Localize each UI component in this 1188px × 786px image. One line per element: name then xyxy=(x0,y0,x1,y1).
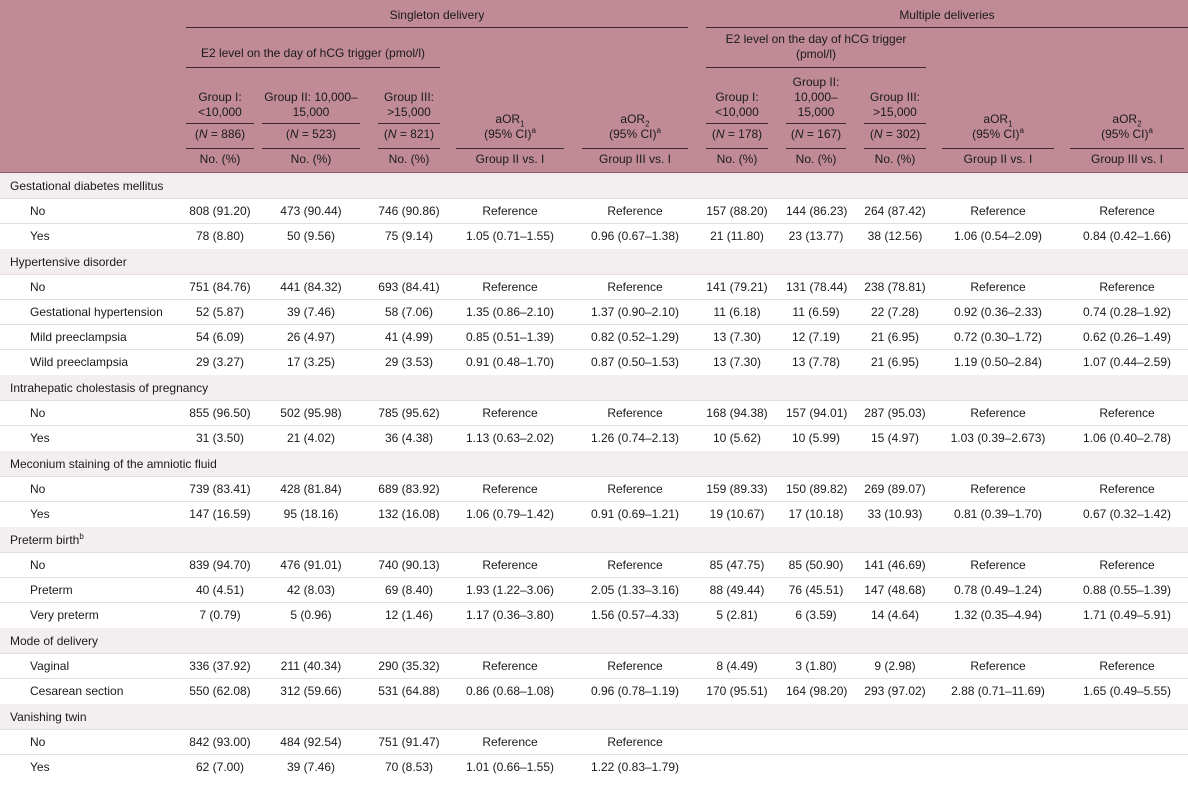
table-cell: 785 (95.62) xyxy=(378,406,440,420)
table-cell: Reference xyxy=(970,659,1026,673)
singleton-group-2-line-2: 15,000 xyxy=(292,105,330,119)
table-cell: 147 (48.68) xyxy=(864,583,926,597)
table-cell: 1.06 (0.54–2.09) xyxy=(953,229,1043,243)
table-cell: 693 (84.41) xyxy=(378,280,440,294)
table-cell: 78 (8.80) xyxy=(195,229,245,243)
multiple-group-2-line-2: 10,000– xyxy=(794,90,838,104)
table-cell: 131 (78.44) xyxy=(786,280,848,294)
table-cell: 54 (6.09) xyxy=(195,330,245,344)
multiple-col-6-subdivider xyxy=(706,148,768,149)
table-cell: Reference xyxy=(1099,558,1155,572)
row-label: No xyxy=(30,406,46,420)
table-cell: 0.84 (0.42–1.66) xyxy=(1082,229,1172,243)
table-cell: 550 (62.08) xyxy=(189,684,251,698)
section-heading xyxy=(0,375,1188,401)
table-row xyxy=(0,502,1188,527)
table-cell: 211 (40.34) xyxy=(280,659,342,673)
table-cell: 842 (93.00) xyxy=(189,735,251,749)
table-cell: 39 (7.46) xyxy=(286,305,336,319)
section-heading xyxy=(0,704,1188,730)
multiple-group-2-divider xyxy=(786,123,846,124)
table-cell: 6 (3.59) xyxy=(795,608,837,622)
singleton-divider xyxy=(186,27,688,28)
singleton-col-4-subheading: Group II vs. I xyxy=(475,152,545,166)
table-cell: 0.67 (0.32–1.42) xyxy=(1082,507,1172,521)
table-cell: 12 (1.46) xyxy=(384,608,434,622)
table-cell: 502 (95.98) xyxy=(280,406,342,420)
table-cell: 8 (4.49) xyxy=(716,659,758,673)
multiple-group-2-line-3: 15,000 xyxy=(797,105,835,119)
section-title: Gestational diabetes mellitus xyxy=(10,179,164,193)
table-cell: 1.32 (0.35–4.94) xyxy=(953,608,1043,622)
table-cell: 36 (4.38) xyxy=(384,431,434,445)
singleton-aor1-heading: aOR$_1$ (95% CI)$^a$ xyxy=(484,112,536,141)
table-row xyxy=(0,224,1188,249)
row-label: Preterm xyxy=(30,583,73,597)
row-label: Yes xyxy=(30,760,50,774)
row-label: No xyxy=(30,204,46,218)
table-row xyxy=(0,401,1188,426)
table-cell: 164 (98.20) xyxy=(786,684,848,698)
table-cell: 150 (89.82) xyxy=(786,482,848,496)
row-label: Yes xyxy=(30,431,50,445)
table-cell: 473 (90.44) xyxy=(280,204,342,218)
multiple-col-7-subdivider xyxy=(786,148,846,149)
table-cell: 0.87 (0.50–1.53) xyxy=(590,355,680,369)
e2-level-heading-line-1: E2 level on the day of hCG trigger xyxy=(725,32,907,46)
row-label: Vaginal xyxy=(30,659,70,673)
section-title: Preterm birth$^b$ xyxy=(10,532,84,547)
table-cell: 269 (89.07) xyxy=(864,482,926,496)
table-cell: Reference xyxy=(482,735,538,749)
section-title: Hypertensive disorder xyxy=(10,255,127,269)
table-row xyxy=(0,553,1188,578)
table-cell: 29 (3.27) xyxy=(195,355,245,369)
table-cell: 751 (91.47) xyxy=(378,735,440,749)
section-heading xyxy=(0,451,1188,477)
singleton-col-4-subdivider xyxy=(456,148,564,149)
singleton-delivery-heading: Singleton delivery xyxy=(389,8,485,22)
table-cell: Reference xyxy=(482,280,538,294)
table-row xyxy=(0,275,1188,300)
multiple-col-6-subheading: No. (%) xyxy=(716,152,758,166)
multiple-col-10-subheading: Group III vs. I xyxy=(1090,152,1164,166)
table-cell: 2.05 (1.33–3.16) xyxy=(590,583,680,597)
table-cell: 39 (7.46) xyxy=(286,760,336,774)
table-cell: 293 (97.02) xyxy=(864,684,926,698)
table-cell: 31 (3.50) xyxy=(195,431,245,445)
table-cell: Reference xyxy=(970,482,1026,496)
table-cell: 17 (10.18) xyxy=(788,507,844,521)
table-cell: 1.65 (0.49–5.55) xyxy=(1082,684,1172,698)
section-title: Meconium staining of the amniotic fluid xyxy=(10,457,217,471)
section-title: Mode of delivery xyxy=(10,634,99,648)
table-cell: 1.93 (1.22–3.06) xyxy=(465,583,555,597)
table-cell: 441 (84.32) xyxy=(280,280,342,294)
table-cell: 0.91 (0.69–1.21) xyxy=(590,507,680,521)
singleton-group-1-divider xyxy=(186,123,254,124)
table-cell: 0.74 (0.28–1.92) xyxy=(1082,305,1172,319)
table-cell: 484 (92.54) xyxy=(280,735,342,749)
singleton-group-1-line-1: Group I: xyxy=(198,90,242,104)
table-cell: 33 (10.93) xyxy=(867,507,923,521)
multiple-aor2-heading: aOR$_2$ (95% CI)$^a$ xyxy=(1101,112,1153,141)
e2-level-heading-line-2: (pmol/l) xyxy=(795,47,836,61)
table-row xyxy=(0,755,1188,780)
table-cell: 141 (79.21) xyxy=(706,280,768,294)
table-row xyxy=(0,578,1188,603)
table-cell: 26 (4.97) xyxy=(286,330,336,344)
table-cell: Reference xyxy=(482,482,538,496)
table-cell: 739 (83.41) xyxy=(189,482,251,496)
singleton-group-3-line-2: >15,000 xyxy=(387,105,431,119)
multiple-col-9-subheading: Group II vs. I xyxy=(963,152,1033,166)
table-cell: Reference xyxy=(482,406,538,420)
table-row xyxy=(0,300,1188,325)
multiple-divider xyxy=(706,27,1188,28)
row-label: No xyxy=(30,735,46,749)
table-cell: 21 (6.95) xyxy=(870,330,920,344)
section-title: Vanishing twin xyxy=(10,710,87,724)
table-cell: 168 (94.38) xyxy=(706,406,768,420)
table-cell: 2.88 (0.71–11.69) xyxy=(951,684,1045,698)
table-cell: 1.07 (0.44–2.59) xyxy=(1082,355,1172,369)
table-cell: 1.05 (0.71–1.55) xyxy=(465,229,555,243)
table-cell: 159 (89.33) xyxy=(706,482,768,496)
table-cell: 0.91 (0.48–1.70) xyxy=(465,355,555,369)
singleton-group-1-heading xyxy=(186,90,254,120)
singleton-group-1-n: (N = 886) xyxy=(194,127,246,141)
singleton-group-2-line-1: Group II: 10,000– xyxy=(264,90,358,104)
table-cell: 740 (90.13) xyxy=(378,558,440,572)
row-label: Wild preeclampsia xyxy=(30,355,129,369)
table-cell: Reference xyxy=(607,659,663,673)
table-cell: 264 (87.42) xyxy=(864,204,926,218)
section-heading xyxy=(0,628,1188,654)
singleton-col-1-subdivider xyxy=(186,148,254,149)
multiple-group-1-divider xyxy=(706,123,768,124)
table-row xyxy=(0,679,1188,704)
multiple-col-7-subheading: No. (%) xyxy=(795,152,837,166)
e2-divider-singleton xyxy=(186,67,440,68)
multiple-group-2-heading xyxy=(786,75,846,120)
row-label: Mild preeclampsia xyxy=(30,330,127,344)
table-cell: 5 (2.81) xyxy=(716,608,758,622)
table-cell: 29 (3.53) xyxy=(384,355,434,369)
table-cell: 132 (16.08) xyxy=(378,507,440,521)
row-label: Cesarean section xyxy=(30,684,124,698)
table-cell: 41 (4.99) xyxy=(384,330,434,344)
table-cell: 23 (13.77) xyxy=(788,229,844,243)
table-cell: Reference xyxy=(482,659,538,673)
multiple-aor1-heading: aOR$_1$ (95% CI)$^a$ xyxy=(972,112,1024,141)
table-cell: 0.96 (0.67–1.38) xyxy=(590,229,680,243)
multiple-group-1-line-2: <10,000 xyxy=(715,105,759,119)
row-label: No xyxy=(30,482,46,496)
table-cell: 85 (50.90) xyxy=(788,558,844,572)
multiple-col-10-subdivider xyxy=(1070,148,1184,149)
singleton-group-1-line-2: <10,000 xyxy=(198,105,242,119)
table-cell: 141 (46.69) xyxy=(864,558,926,572)
table-cell: 70 (8.53) xyxy=(384,760,434,774)
table-cell: 1.35 (0.86–2.10) xyxy=(465,305,555,319)
multiple-col-8-subheading: No. (%) xyxy=(874,152,916,166)
table-cell: Reference xyxy=(607,735,663,749)
table-cell: 290 (35.32) xyxy=(378,659,440,673)
table-cell: 0.62 (0.26–1.49) xyxy=(1082,330,1172,344)
e2-level-heading-multiple xyxy=(706,32,926,62)
multiple-group-3-heading xyxy=(864,90,926,120)
table-cell: 40 (4.51) xyxy=(195,583,245,597)
singleton-col-2-subheading: No. (%) xyxy=(290,152,332,166)
table-cell: 746 (90.86) xyxy=(378,204,440,218)
table-cell: 10 (5.99) xyxy=(791,431,841,445)
singleton-col-2-subdivider xyxy=(262,148,360,149)
table-row xyxy=(0,603,1188,628)
table-cell: Reference xyxy=(482,204,538,218)
table-cell: 0.88 (0.55–1.39) xyxy=(1082,583,1172,597)
table-cell: 0.86 (0.68–1.08) xyxy=(465,684,555,698)
table-cell: 50 (9.56) xyxy=(286,229,336,243)
table-cell: 839 (94.70) xyxy=(189,558,251,572)
table-cell: 13 (7.78) xyxy=(791,355,841,369)
row-label: Yes xyxy=(30,507,50,521)
table-cell: Reference xyxy=(607,280,663,294)
singleton-group-2-n: (N = 523) xyxy=(285,127,337,141)
multiple-group-3-divider xyxy=(864,123,926,124)
table-cell: 62 (7.00) xyxy=(195,760,245,774)
table-row xyxy=(0,730,1188,755)
table-cell: 855 (96.50) xyxy=(189,406,251,420)
table-cell: 14 (4.64) xyxy=(870,608,920,622)
table-cell: Reference xyxy=(607,558,663,572)
table-cell: 336 (37.92) xyxy=(189,659,251,673)
table-cell: Reference xyxy=(1099,280,1155,294)
table-cell: 21 (4.02) xyxy=(286,431,336,445)
table-cell: 13 (7.30) xyxy=(712,330,762,344)
multiple-group-3-n: (N = 302) xyxy=(869,127,921,141)
table-cell: 1.37 (0.90–2.10) xyxy=(590,305,680,319)
table-cell: 428 (81.84) xyxy=(280,482,342,496)
row-label: No xyxy=(30,280,46,294)
table-cell: 9 (2.98) xyxy=(874,659,916,673)
multiple-group-2-line-1: Group II: xyxy=(792,75,840,89)
table-cell: 287 (95.03) xyxy=(864,406,926,420)
table-cell: Reference xyxy=(1099,659,1155,673)
table-cell: 0.72 (0.30–1.72) xyxy=(953,330,1043,344)
multiple-deliveries-heading: Multiple deliveries xyxy=(899,8,995,22)
singleton-col-3-subdivider xyxy=(378,148,440,149)
multiple-group-1-heading xyxy=(706,90,768,120)
singleton-aor2-heading: aOR$_2$ (95% CI)$^a$ xyxy=(609,112,661,141)
table-cell: 76 (45.51) xyxy=(788,583,844,597)
table-cell: 75 (9.14) xyxy=(384,229,434,243)
table-cell: 0.78 (0.49–1.24) xyxy=(953,583,1043,597)
table-cell: 147 (16.59) xyxy=(189,507,251,521)
row-label: No xyxy=(30,558,46,572)
table-cell: 38 (12.56) xyxy=(867,229,923,243)
table-cell: Reference xyxy=(482,558,538,572)
table-cell: 85 (47.75) xyxy=(709,558,765,572)
table-cell: 7 (0.79) xyxy=(199,608,241,622)
table-cell: 5 (0.96) xyxy=(290,608,332,622)
table-cell: 157 (94.01) xyxy=(786,406,848,420)
table-cell: 1.03 (0.39–2.673) xyxy=(950,431,1046,445)
singleton-group-3-heading xyxy=(378,90,440,120)
table-row xyxy=(0,350,1188,375)
table-row xyxy=(0,654,1188,679)
table-row xyxy=(0,477,1188,502)
table-cell: 808 (91.20) xyxy=(189,204,251,218)
multiple-group-3-line-2: >15,000 xyxy=(873,105,917,119)
singleton-col-1-subheading: No. (%) xyxy=(199,152,241,166)
table-cell: 1.06 (0.79–1.42) xyxy=(465,507,555,521)
table-cell: 476 (91.01) xyxy=(280,558,342,572)
table-cell: 1.19 (0.50–2.84) xyxy=(953,355,1043,369)
section-heading xyxy=(0,249,1188,275)
table-cell: 1.13 (0.63–2.02) xyxy=(465,431,555,445)
row-label: Very preterm xyxy=(30,608,99,622)
singleton-group-2-heading xyxy=(262,90,360,120)
table-cell: Reference xyxy=(970,204,1026,218)
table-cell: 42 (8.03) xyxy=(286,583,336,597)
table-cell: 1.01 (0.66–1.55) xyxy=(465,760,555,774)
table-cell: 11 (6.59) xyxy=(792,305,840,319)
table-cell: 531 (64.88) xyxy=(378,684,440,698)
row-label: Gestational hypertension xyxy=(30,305,163,319)
table-cell: 17 (3.25) xyxy=(286,355,336,369)
table-cell: 312 (59.66) xyxy=(280,684,342,698)
table-cell: 69 (8.40) xyxy=(384,583,434,597)
table-cell: 0.92 (0.36–2.33) xyxy=(953,305,1043,319)
singleton-col-5-subdivider xyxy=(582,148,688,149)
table-cell: 1.56 (0.57–4.33) xyxy=(590,608,680,622)
table-cell: 88 (49.44) xyxy=(709,583,765,597)
table-cell: 10 (5.62) xyxy=(712,431,762,445)
singleton-group-3-n: (N = 821) xyxy=(383,127,435,141)
section-title: Intrahepatic cholestasis of pregnancy xyxy=(10,381,209,395)
table-cell: 0.85 (0.51–1.39) xyxy=(465,330,555,344)
table-cell: 170 (95.51) xyxy=(706,684,768,698)
table-cell: 1.22 (0.83–1.79) xyxy=(590,760,680,774)
table-cell: 0.82 (0.52–1.29) xyxy=(590,330,680,344)
table-header xyxy=(0,0,1188,173)
table-cell: 21 (6.95) xyxy=(870,355,920,369)
table-cell: 689 (83.92) xyxy=(378,482,440,496)
section-heading xyxy=(0,173,1188,199)
singleton-group-3-divider xyxy=(378,123,440,124)
table-cell: 11 (6.18) xyxy=(713,305,761,319)
table-cell: 1.17 (0.36–3.80) xyxy=(465,608,555,622)
table-cell: 3 (1.80) xyxy=(795,659,837,673)
table-cell: 751 (84.76) xyxy=(189,280,251,294)
multiple-col-9-subdivider xyxy=(942,148,1054,149)
table-cell: 13 (7.30) xyxy=(712,355,762,369)
table-cell: Reference xyxy=(970,558,1026,572)
table-cell: 0.96 (0.78–1.19) xyxy=(590,684,680,698)
singleton-group-3-line-1: Group III: xyxy=(383,90,435,104)
table-row xyxy=(0,426,1188,451)
table-cell: 12 (7.19) xyxy=(791,330,841,344)
singleton-col-5-subheading: Group III vs. I xyxy=(598,152,672,166)
table-cell: 19 (10.67) xyxy=(709,507,765,521)
table-cell: 1.71 (0.49–5.91) xyxy=(1082,608,1172,622)
table-row xyxy=(0,199,1188,224)
multiple-group-1-n: (N = 178) xyxy=(711,127,763,141)
table-cell: Reference xyxy=(607,204,663,218)
table-cell: Reference xyxy=(970,406,1026,420)
table-cell: 144 (86.23) xyxy=(786,204,848,218)
multiple-group-2-n: (N = 167) xyxy=(790,127,842,141)
table-cell: Reference xyxy=(607,406,663,420)
table-cell: 1.06 (0.40–2.78) xyxy=(1082,431,1172,445)
table-cell: Reference xyxy=(1099,482,1155,496)
multiple-group-1-line-1: Group I: xyxy=(715,90,759,104)
section-title-footnote: b xyxy=(79,532,84,541)
singleton-col-3-subheading: No. (%) xyxy=(388,152,430,166)
table-cell: 15 (4.97) xyxy=(870,431,920,445)
multiple-col-8-subdivider xyxy=(864,148,926,149)
table-cell: Reference xyxy=(1099,406,1155,420)
table-cell: 1.26 (0.74–2.13) xyxy=(590,431,680,445)
table-cell: 95 (18.16) xyxy=(283,507,339,521)
section-heading xyxy=(0,527,1188,553)
multiple-group-3-line-1: Group III: xyxy=(869,90,921,104)
e2-level-heading-singleton: E2 level on the day of hCG trigger (pmol/l) xyxy=(200,46,426,60)
e2-divider-multiple xyxy=(706,67,926,68)
table-cell: 58 (7.06) xyxy=(384,305,434,319)
table-row xyxy=(0,325,1188,350)
table-cell: 238 (78.81) xyxy=(864,280,926,294)
table-cell: 0.81 (0.39–1.70) xyxy=(953,507,1043,521)
table-cell: Reference xyxy=(607,482,663,496)
table-cell: 52 (5.87) xyxy=(195,305,245,319)
table-cell: Reference xyxy=(970,280,1026,294)
row-label: Yes xyxy=(30,229,50,243)
table-cell: Reference xyxy=(1099,204,1155,218)
table-cell: 22 (7.28) xyxy=(870,305,920,319)
table-cell: 21 (11.80) xyxy=(710,229,764,243)
table-cell: 157 (88.20) xyxy=(706,204,768,218)
singleton-group-2-divider xyxy=(262,123,360,124)
